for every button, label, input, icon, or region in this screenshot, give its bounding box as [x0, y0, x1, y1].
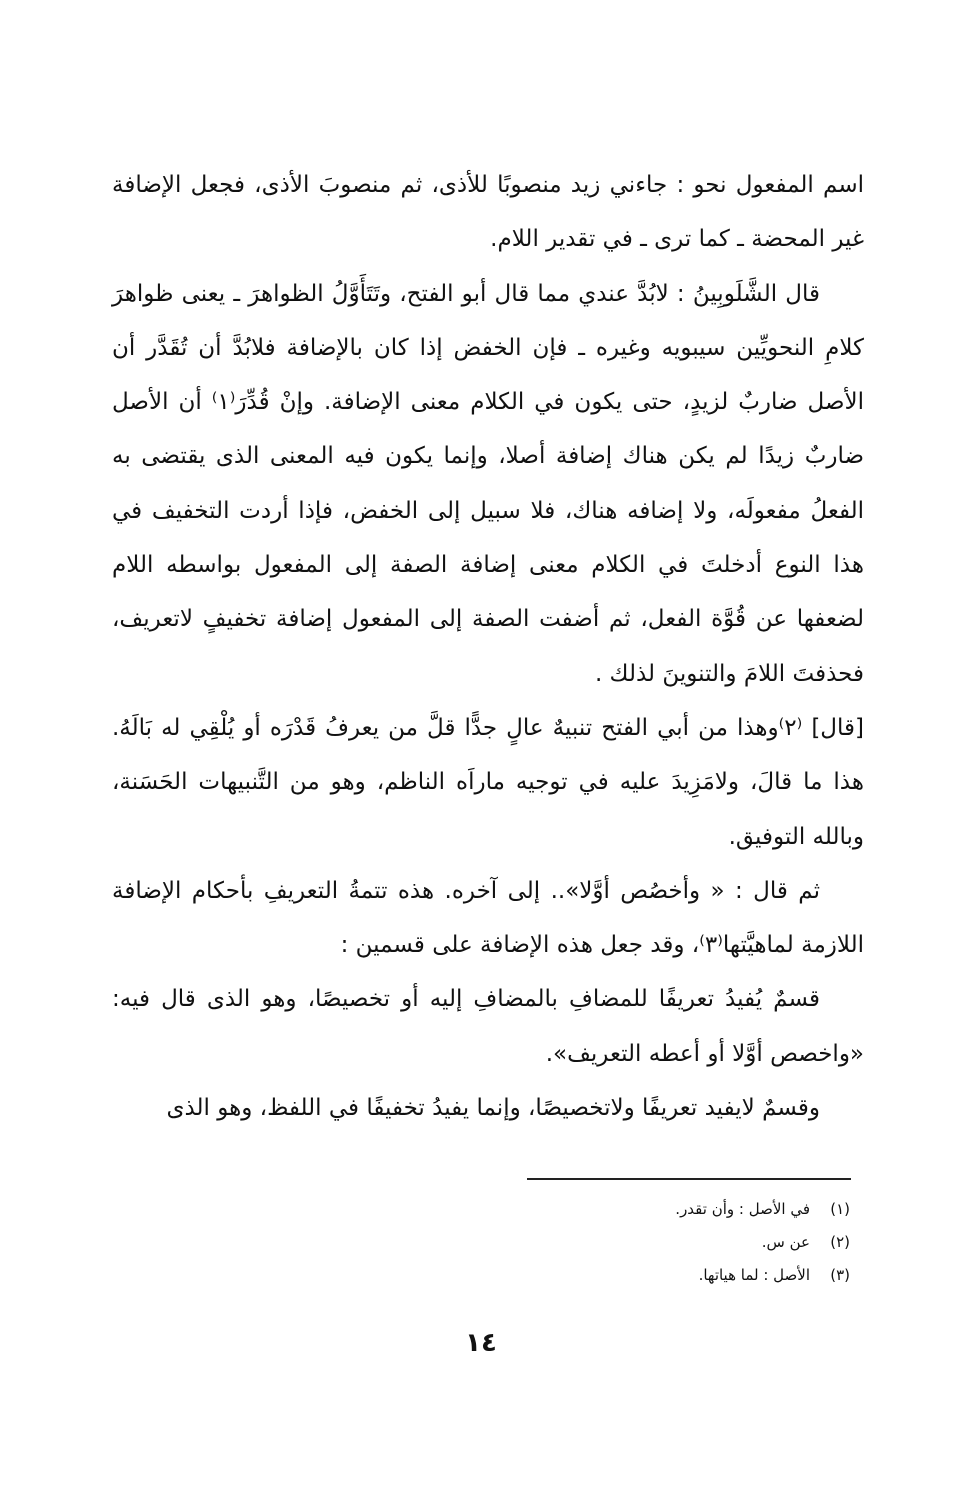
footnote-3	[560, 1259, 850, 1292]
footnote-text: عن س.	[761, 1233, 810, 1251]
footnote-2	[560, 1226, 850, 1259]
footnote-divider	[527, 1178, 851, 1180]
paragraph-2: قال الشَّلَوبِينُ : لابُدَّ عندي مما قال أبو الفتح، وتَتَأَوَّلُ الظواهرَ ـ يعنى ظواهرَ كلامِ النحويِّين سيبويه وغيره ـ فإن الخفض إذا كان بالإضافة فلابُدَّ أن تُقَدَّر أن الأصل ضاربٌ لزيدٍ، حتى يكون في الكلام معنى الإضافة. وإنْ قُدِّرَ⁽١⁾ أن الأصل ضاربٌ زيدًا لم يكن هناك إضافة أصلا، وإنما يكون فيه المعنى الذى يقتضى به الفعلُ مفعولَه، ولا إضافه هناك، فلا سبيل إلى الخفض، فإذا أردت التخفيف في هذا النوع أدخلتَ في الكلام معنى إضافة الصفة إلى المفعول بواسطه اللام لضعفها عن قُوَّة الفعل، ثم أضفت الصفة إلى المفعول إضافة تخفيفٍ لاتعريف، فحذفتَ اللامَ والتنوينَ لذلك .	[112, 280, 865, 687]
footnote-number: (٣)	[830, 1266, 850, 1284]
main-text	[112, 158, 864, 1135]
paragraph-5: قسمٌ يُفيدُ تعريفًا للمضافِ بالمضافِ إليه أو تخصيصًا، وهو الذى قال فيه: «واخصص أوَّلا أو أعطه التعريف».	[112, 986, 864, 1067]
footnote-text: في الأصل : وأن تقدر.	[675, 1200, 810, 1218]
footnote-text: الأصل : لما هياتها.	[698, 1266, 810, 1284]
footnote-number: (٢)	[830, 1233, 850, 1251]
paragraph-6: وقسمٌ لايفيد تعريفًا ولاتخصيصًا، وإنما يفيدُ تخفيفًا في اللفظ، وهو الذى	[166, 1095, 820, 1122]
footnote-number: (١)	[830, 1200, 850, 1218]
page-number: ١٤	[465, 1328, 497, 1358]
paragraph-1: اسم المفعول نحو : جاءني زيد منصوبًا للأذى، ثم منصوبَ الأذى، فجعل الإضافة غير المحضة ـ كما ترى ـ في تقدير اللام.	[112, 172, 864, 253]
footnote-1	[560, 1193, 850, 1226]
footnotes	[560, 1193, 850, 1292]
paragraph-3: [قال] ⁽٢⁾وهذا من أبي الفتح تنبيهٌ عالٍ جدًّا قلَّ من يعرفُ قَدْرَه أو يُلْقِي له بَالَهُ. هذا ما قالَ، ولامَزِيدَ عليه في توجيه ماراَه الناظم، وهو من التَّنبيهات الحَسَنة، وبالله التوفيق.	[112, 714, 864, 850]
paragraph-4: ثم قال : « وأخصُص أوَّلا».. إلى آخره. هذه تتمةُ التعريفِ بأحكام الإضافة اللازمة لماهيَّتها⁽٣⁾، وقد جعل هذه الإضافة على قسمين :	[112, 877, 864, 959]
